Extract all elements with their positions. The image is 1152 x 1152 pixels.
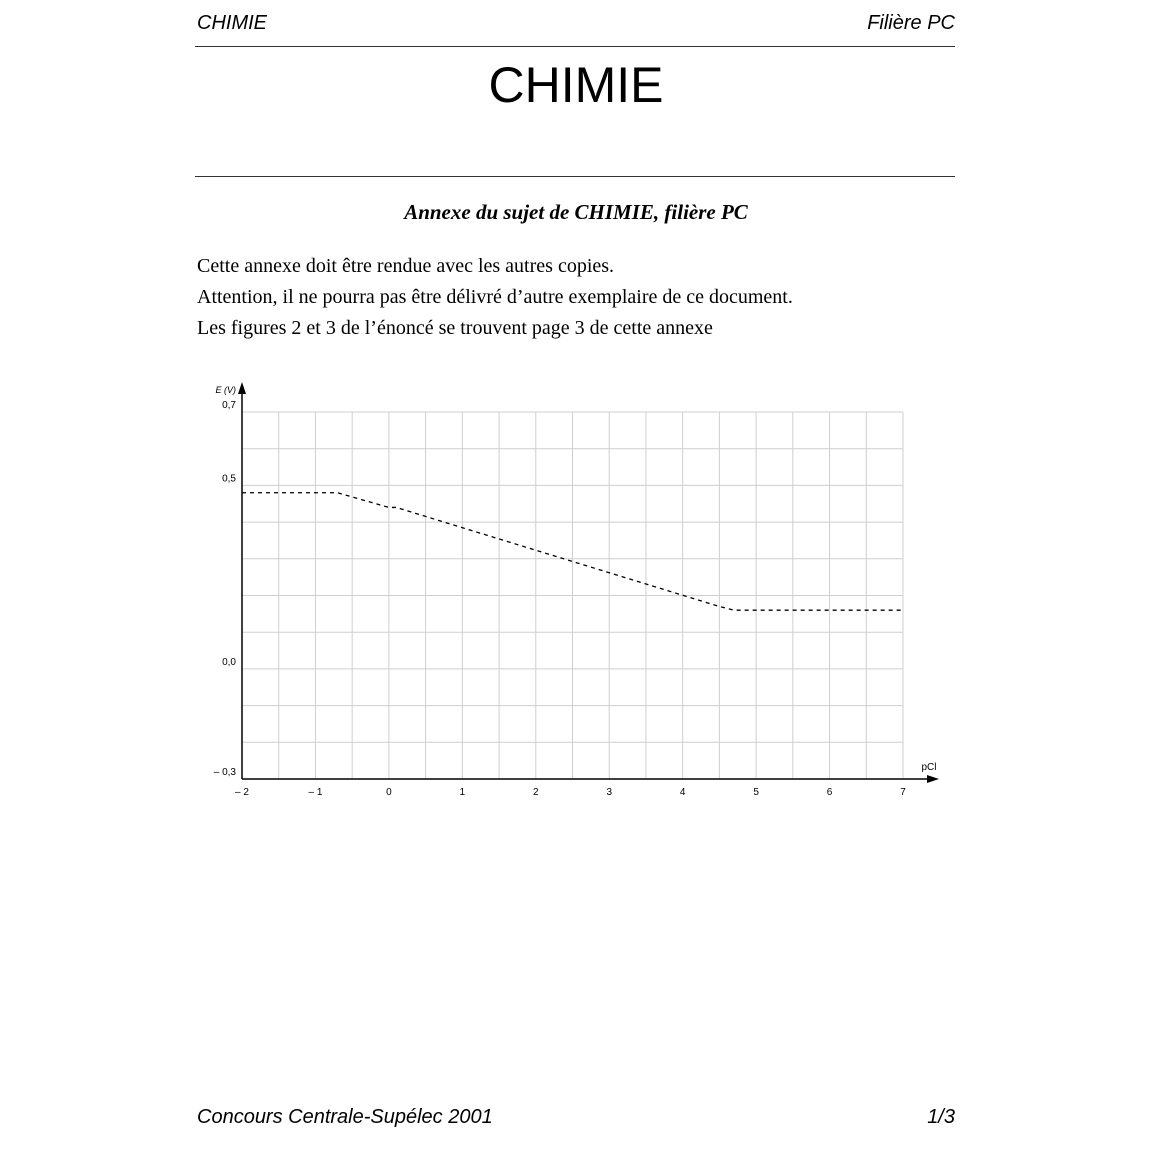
chart-svg [195,375,955,805]
x-axis-label: pCl [921,762,937,773]
y-axis-label: E (V) [215,385,236,395]
x-tick-label: 0 [386,787,392,798]
instruction-line: Attention, il ne pourra pas être délivré d’autre exemplaire de ce document. [197,286,793,308]
page-title: CHIMIE [488,57,664,113]
y-tick-label: – 0,3 [213,767,236,778]
header-subject: CHIMIE [197,12,267,34]
x-tick-label: 6 [826,787,833,798]
potential-diagram [195,375,955,810]
footer-contest: Concours Centrale-Supélec 2001 [197,1106,493,1128]
x-tick-label: 1 [459,787,466,798]
instruction-line: Les figures 2 et 3 de l’énoncé se trouvent page 3 de cette annexe [197,317,713,339]
y-axis-arrow [238,382,246,394]
page-number: 1/3 [927,1106,955,1128]
y-tick-label: 0,5 [222,473,236,485]
instructions [197,251,793,344]
x-tick-label: 3 [606,787,613,798]
header-rule [195,46,955,47]
annex-title: Annexe du sujet de CHIMIE, filière PC [404,200,748,224]
instruction-line: Cette annexe doit être rendue avec les autres copies. [197,255,615,277]
x-axis-arrow [927,775,939,783]
x-tick-label: 4 [679,787,686,798]
x-tick-label: 2 [532,787,539,798]
x-tick-label: 7 [900,787,906,798]
title-rule [195,176,955,177]
x-tick-label: – 1 [308,787,323,798]
y-tick-label: 0,7 [222,400,236,411]
y-tick-label: 0,0 [222,656,236,668]
x-tick-label: 5 [753,787,759,798]
header-track: Filière PC [867,12,955,34]
x-tick-label: – 2 [235,787,249,798]
